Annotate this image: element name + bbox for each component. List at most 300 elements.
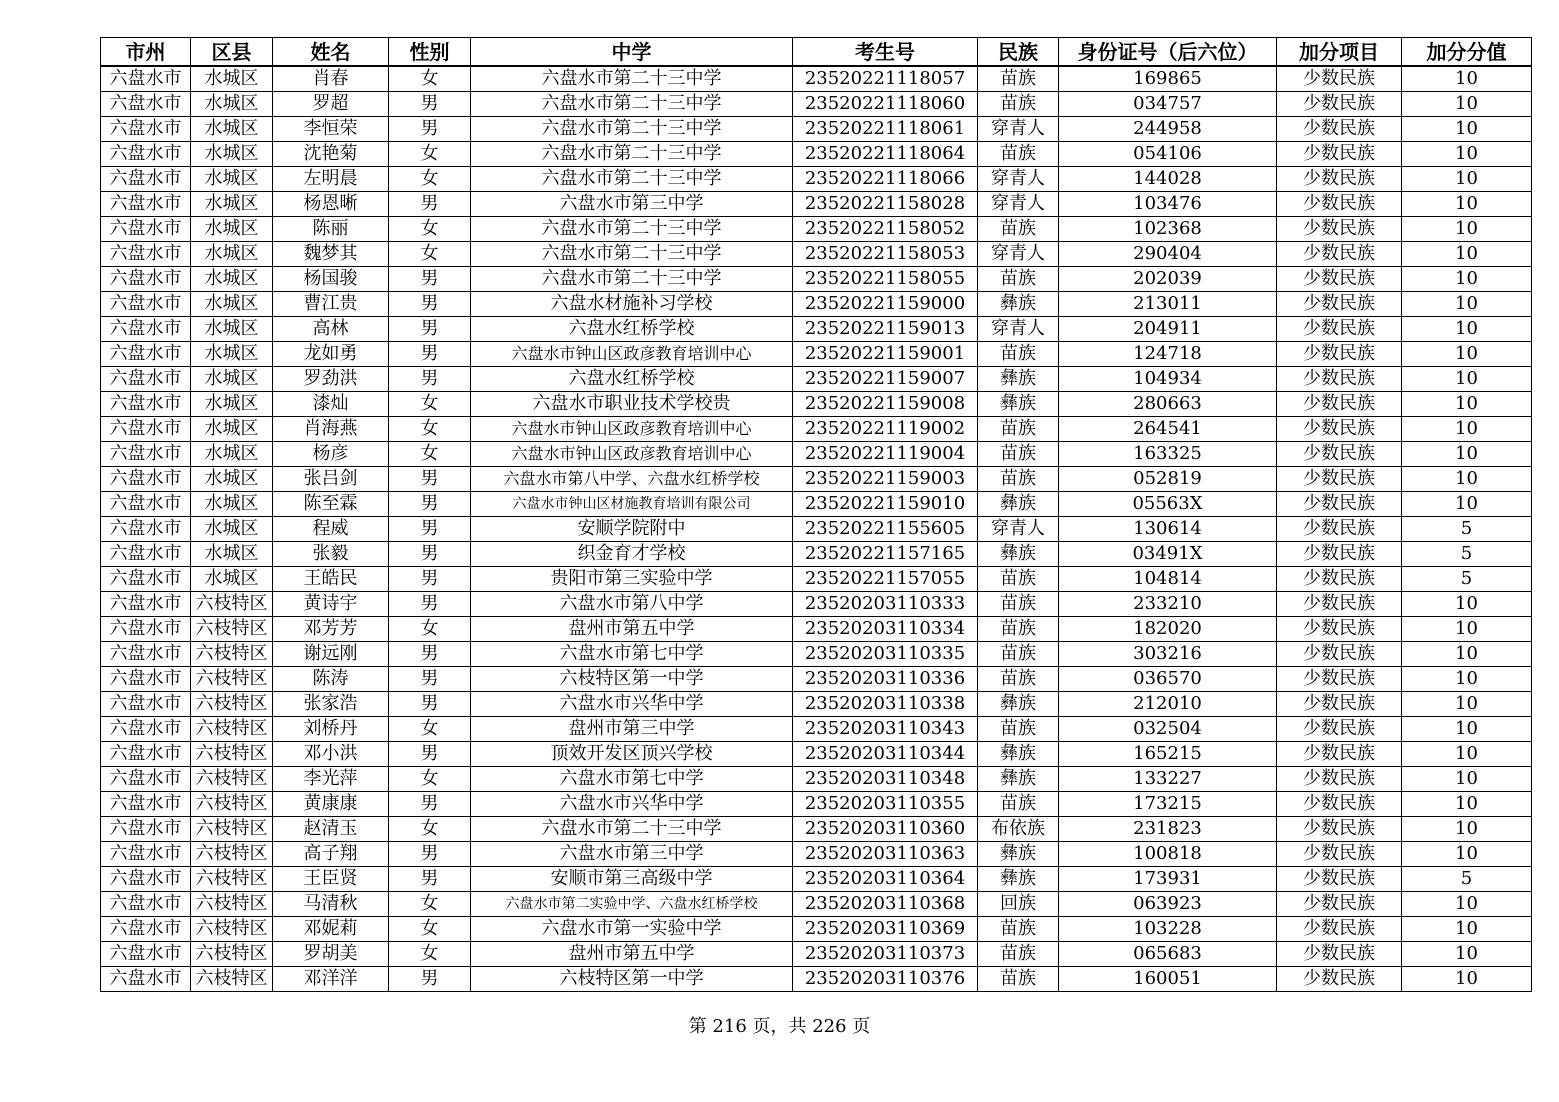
cell-bonus-points: 10	[1402, 792, 1532, 817]
cell-school: 安顺市第三高级中学	[471, 867, 793, 892]
cell-district: 水城区	[191, 142, 273, 167]
cell-bonus-points: 10	[1402, 367, 1532, 392]
cell-bonus-points: 10	[1402, 692, 1532, 717]
cell-gender: 男	[389, 742, 471, 767]
cell-bonus-points: 10	[1402, 717, 1532, 742]
cell-id-suffix: 063923	[1059, 892, 1277, 917]
cell-bonus-points: 10	[1402, 66, 1532, 92]
table-row	[101, 442, 1532, 467]
cell-gender: 男	[389, 292, 471, 317]
table-row	[101, 617, 1532, 642]
cell-city: 六盘水市	[101, 967, 191, 992]
cell-gender: 女	[389, 442, 471, 467]
cell-bonus-item: 少数民族	[1277, 367, 1402, 392]
table-row	[101, 467, 1532, 492]
cell-gender: 男	[389, 642, 471, 667]
cell-ethnicity: 苗族	[978, 467, 1059, 492]
cell-gender: 男	[389, 867, 471, 892]
cell-bonus-item: 少数民族	[1277, 717, 1402, 742]
cell-gender: 女	[389, 942, 471, 967]
cell-id-suffix: 065683	[1059, 942, 1277, 967]
cell-city: 六盘水市	[101, 367, 191, 392]
table-row	[101, 517, 1532, 542]
cell-id-suffix: 163325	[1059, 442, 1277, 467]
cell-school: 六盘水市钟山区政彦教育培训中心	[471, 342, 793, 367]
cell-exam-number: 23520203110373	[793, 942, 978, 967]
column-header-exam-number: 考生号	[793, 38, 978, 67]
cell-city: 六盘水市	[101, 92, 191, 117]
cell-name: 高林	[273, 317, 389, 342]
cell-city: 六盘水市	[101, 342, 191, 367]
cell-ethnicity: 苗族	[978, 142, 1059, 167]
cell-exam-number: 23520221119002	[793, 417, 978, 442]
cell-school: 六盘水市第七中学	[471, 642, 793, 667]
cell-ethnicity: 苗族	[978, 92, 1059, 117]
cell-exam-number: 23520221158028	[793, 192, 978, 217]
cell-id-suffix: 303216	[1059, 642, 1277, 667]
cell-school: 六盘水市钟山区政彦教育培训中心	[471, 442, 793, 467]
cell-district: 水城区	[191, 267, 273, 292]
cell-ethnicity: 苗族	[978, 942, 1059, 967]
cell-exam-number: 23520221118057	[793, 66, 978, 92]
cell-ethnicity: 穿青人	[978, 317, 1059, 342]
cell-exam-number: 23520203110355	[793, 792, 978, 817]
cell-school: 六枝特区第一中学	[471, 967, 793, 992]
cell-district: 水城区	[191, 467, 273, 492]
column-header-ethnicity: 民族	[978, 38, 1059, 67]
cell-id-suffix: 104934	[1059, 367, 1277, 392]
cell-city: 六盘水市	[101, 66, 191, 92]
cell-exam-number: 23520221158055	[793, 267, 978, 292]
table-row	[101, 167, 1532, 192]
cell-name: 刘桥丹	[273, 717, 389, 742]
cell-school: 织金育才学校	[471, 542, 793, 567]
cell-school: 六盘水市钟山区政彦教育培训中心	[471, 417, 793, 442]
cell-ethnicity: 苗族	[978, 717, 1059, 742]
cell-city: 六盘水市	[101, 142, 191, 167]
cell-school: 六盘水红桥学校	[471, 367, 793, 392]
cell-exam-number: 23520221119004	[793, 442, 978, 467]
cell-city: 六盘水市	[101, 117, 191, 142]
table-row	[101, 317, 1532, 342]
cell-city: 六盘水市	[101, 467, 191, 492]
cell-name: 王皓民	[273, 567, 389, 592]
cell-bonus-item: 少数民族	[1277, 767, 1402, 792]
cell-bonus-item: 少数民族	[1277, 742, 1402, 767]
cell-gender: 男	[389, 667, 471, 692]
cell-city: 六盘水市	[101, 192, 191, 217]
cell-bonus-points: 10	[1402, 467, 1532, 492]
table-row	[101, 142, 1532, 167]
cell-exam-number: 23520221118060	[793, 92, 978, 117]
cell-district: 六枝特区	[191, 617, 273, 642]
cell-city: 六盘水市	[101, 892, 191, 917]
cell-exam-number: 23520203110333	[793, 592, 978, 617]
cell-gender: 男	[389, 317, 471, 342]
cell-ethnicity: 苗族	[978, 642, 1059, 667]
column-header-city: 市州	[101, 38, 191, 67]
cell-district: 水城区	[191, 167, 273, 192]
cell-school: 六枝特区第一中学	[471, 667, 793, 692]
cell-district: 六枝特区	[191, 842, 273, 867]
cell-name: 高子翔	[273, 842, 389, 867]
cell-school: 盘州市第三中学	[471, 717, 793, 742]
cell-bonus-item: 少数民族	[1277, 517, 1402, 542]
cell-bonus-item: 少数民族	[1277, 442, 1402, 467]
cell-school: 六盘水市第二十三中学	[471, 817, 793, 842]
cell-id-suffix: 264541	[1059, 417, 1277, 442]
cell-district: 水城区	[191, 567, 273, 592]
table-row	[101, 942, 1532, 967]
cell-gender: 女	[389, 617, 471, 642]
cell-school: 六盘水市第一实验中学	[471, 917, 793, 942]
cell-city: 六盘水市	[101, 492, 191, 517]
cell-bonus-item: 少数民族	[1277, 92, 1402, 117]
cell-id-suffix: 104814	[1059, 567, 1277, 592]
cell-bonus-item: 少数民族	[1277, 667, 1402, 692]
cell-name: 张毅	[273, 542, 389, 567]
cell-bonus-points: 10	[1402, 742, 1532, 767]
cell-exam-number: 23520203110363	[793, 842, 978, 867]
cell-gender: 女	[389, 66, 471, 92]
cell-ethnicity: 苗族	[978, 967, 1059, 992]
cell-district: 水城区	[191, 292, 273, 317]
cell-district: 水城区	[191, 542, 273, 567]
cell-ethnicity: 苗族	[978, 342, 1059, 367]
cell-exam-number: 23520203110334	[793, 617, 978, 642]
table-row	[101, 267, 1532, 292]
cell-exam-number: 23520221159010	[793, 492, 978, 517]
cell-bonus-points: 10	[1402, 767, 1532, 792]
cell-bonus-points: 5	[1402, 567, 1532, 592]
cell-ethnicity: 彝族	[978, 867, 1059, 892]
cell-id-suffix: 054106	[1059, 142, 1277, 167]
cell-ethnicity: 苗族	[978, 567, 1059, 592]
cell-gender: 女	[389, 417, 471, 442]
cell-ethnicity: 苗族	[978, 66, 1059, 92]
cell-gender: 男	[389, 467, 471, 492]
cell-id-suffix: 204911	[1059, 317, 1277, 342]
table-row	[101, 767, 1532, 792]
cell-district: 水城区	[191, 392, 273, 417]
cell-bonus-points: 5	[1402, 517, 1532, 542]
cell-id-suffix: 182020	[1059, 617, 1277, 642]
table-row	[101, 542, 1532, 567]
cell-school: 六盘水市第二十三中学	[471, 92, 793, 117]
cell-bonus-item: 少数民族	[1277, 66, 1402, 92]
cell-name: 赵清玉	[273, 817, 389, 842]
cell-gender: 女	[389, 917, 471, 942]
table-row	[101, 292, 1532, 317]
cell-bonus-points: 10	[1402, 92, 1532, 117]
cell-school: 六盘水市第二十三中学	[471, 66, 793, 92]
cell-gender: 女	[389, 167, 471, 192]
cell-ethnicity: 穿青人	[978, 167, 1059, 192]
cell-school: 六盘水市第三中学	[471, 192, 793, 217]
cell-gender: 男	[389, 492, 471, 517]
cell-gender: 男	[389, 517, 471, 542]
cell-school: 六盘水市第八中学、六盘水红桥学校	[471, 467, 793, 492]
cell-id-suffix: 034757	[1059, 92, 1277, 117]
cell-district: 水城区	[191, 492, 273, 517]
cell-district: 水城区	[191, 92, 273, 117]
cell-bonus-item: 少数民族	[1277, 567, 1402, 592]
cell-school: 六盘水市第三中学	[471, 842, 793, 867]
cell-id-suffix: 202039	[1059, 267, 1277, 292]
cell-district: 六枝特区	[191, 892, 273, 917]
cell-name: 肖春	[273, 66, 389, 92]
cell-city: 六盘水市	[101, 767, 191, 792]
cell-city: 六盘水市	[101, 667, 191, 692]
cell-school: 六盘水市第七中学	[471, 767, 793, 792]
cell-id-suffix: 173931	[1059, 867, 1277, 892]
cell-city: 六盘水市	[101, 942, 191, 967]
cell-school: 六盘水市第二十三中学	[471, 217, 793, 242]
cell-gender: 女	[389, 817, 471, 842]
cell-bonus-points: 10	[1402, 142, 1532, 167]
table-row	[101, 892, 1532, 917]
cell-school: 盘州市第五中学	[471, 617, 793, 642]
cell-name: 黄康康	[273, 792, 389, 817]
cell-school: 六盘水市第二十三中学	[471, 242, 793, 267]
cell-exam-number: 23520221159003	[793, 467, 978, 492]
cell-id-suffix: 032504	[1059, 717, 1277, 742]
table-row	[101, 92, 1532, 117]
cell-city: 六盘水市	[101, 317, 191, 342]
cell-district: 六枝特区	[191, 817, 273, 842]
cell-name: 张家浩	[273, 692, 389, 717]
cell-school: 六盘水市兴华中学	[471, 792, 793, 817]
table-row	[101, 592, 1532, 617]
table-row	[101, 192, 1532, 217]
cell-ethnicity: 穿青人	[978, 192, 1059, 217]
cell-bonus-points: 10	[1402, 592, 1532, 617]
cell-gender: 男	[389, 792, 471, 817]
cell-gender: 男	[389, 842, 471, 867]
cell-bonus-points: 10	[1402, 892, 1532, 917]
cell-district: 水城区	[191, 66, 273, 92]
cell-name: 龙如勇	[273, 342, 389, 367]
cell-exam-number: 23520203110344	[793, 742, 978, 767]
cell-bonus-points: 10	[1402, 817, 1532, 842]
cell-ethnicity: 彝族	[978, 692, 1059, 717]
cell-ethnicity: 彝族	[978, 742, 1059, 767]
cell-bonus-points: 10	[1402, 292, 1532, 317]
table-row	[101, 842, 1532, 867]
cell-name: 邓小洪	[273, 742, 389, 767]
cell-gender: 男	[389, 542, 471, 567]
cell-bonus-item: 少数民族	[1277, 242, 1402, 267]
cell-gender: 男	[389, 117, 471, 142]
cell-city: 六盘水市	[101, 867, 191, 892]
cell-name: 罗胡美	[273, 942, 389, 967]
cell-gender: 男	[389, 967, 471, 992]
cell-school: 贵阳市第三实验中学	[471, 567, 793, 592]
cell-bonus-points: 10	[1402, 167, 1532, 192]
cell-city: 六盘水市	[101, 567, 191, 592]
cell-district: 水城区	[191, 192, 273, 217]
cell-name: 杨恩晰	[273, 192, 389, 217]
cell-bonus-item: 少数民族	[1277, 842, 1402, 867]
cell-district: 水城区	[191, 217, 273, 242]
cell-district: 六枝特区	[191, 667, 273, 692]
cell-exam-number: 23520203110338	[793, 692, 978, 717]
cell-bonus-item: 少数民族	[1277, 817, 1402, 842]
cell-district: 六枝特区	[191, 792, 273, 817]
cell-exam-number: 23520221159008	[793, 392, 978, 417]
cell-district: 六枝特区	[191, 967, 273, 992]
table-row	[101, 567, 1532, 592]
cell-name: 陈至霖	[273, 492, 389, 517]
cell-ethnicity: 回族	[978, 892, 1059, 917]
cell-gender: 女	[389, 767, 471, 792]
cell-bonus-points: 10	[1402, 917, 1532, 942]
cell-gender: 男	[389, 92, 471, 117]
cell-exam-number: 23520203110376	[793, 967, 978, 992]
cell-city: 六盘水市	[101, 442, 191, 467]
cell-school: 六盘水市第二十三中学	[471, 167, 793, 192]
cell-name: 罗超	[273, 92, 389, 117]
cell-name: 杨国骏	[273, 267, 389, 292]
cell-bonus-item: 少数民族	[1277, 392, 1402, 417]
cell-ethnicity: 苗族	[978, 792, 1059, 817]
cell-exam-number: 23520221159013	[793, 317, 978, 342]
cell-bonus-points: 5	[1402, 542, 1532, 567]
cell-ethnicity: 苗族	[978, 217, 1059, 242]
cell-bonus-item: 少数民族	[1277, 967, 1402, 992]
cell-city: 六盘水市	[101, 267, 191, 292]
cell-ethnicity: 彝族	[978, 392, 1059, 417]
cell-name: 程威	[273, 517, 389, 542]
cell-id-suffix: 103228	[1059, 917, 1277, 942]
column-header-school: 中学	[471, 38, 793, 67]
cell-school: 六盘水市第二十三中学	[471, 142, 793, 167]
table-row	[101, 967, 1532, 992]
cell-id-suffix: 036570	[1059, 667, 1277, 692]
cell-city: 六盘水市	[101, 817, 191, 842]
table-body	[101, 66, 1532, 992]
cell-bonus-points: 10	[1402, 217, 1532, 242]
cell-city: 六盘水市	[101, 542, 191, 567]
table-row	[101, 66, 1532, 92]
cell-school: 六盘水市钟山区材施教育培训有限公司	[471, 492, 793, 517]
cell-exam-number: 23520221157165	[793, 542, 978, 567]
cell-name: 陈涛	[273, 667, 389, 692]
cell-ethnicity: 穿青人	[978, 117, 1059, 142]
cell-ethnicity: 布依族	[978, 817, 1059, 842]
cell-exam-number: 23520221159007	[793, 367, 978, 392]
cell-district: 水城区	[191, 367, 273, 392]
cell-name: 魏梦其	[273, 242, 389, 267]
cell-name: 马清秋	[273, 892, 389, 917]
cell-city: 六盘水市	[101, 417, 191, 442]
cell-exam-number: 23520203110360	[793, 817, 978, 842]
cell-ethnicity: 苗族	[978, 667, 1059, 692]
cell-exam-number: 23520221118066	[793, 167, 978, 192]
cell-gender: 女	[389, 217, 471, 242]
cell-exam-number: 23520203110364	[793, 867, 978, 892]
table-row	[101, 692, 1532, 717]
cell-bonus-item: 少数民族	[1277, 892, 1402, 917]
cell-id-suffix: 231823	[1059, 817, 1277, 842]
cell-id-suffix: 212010	[1059, 692, 1277, 717]
cell-exam-number: 23520203110368	[793, 892, 978, 917]
table-row	[101, 742, 1532, 767]
cell-gender: 男	[389, 267, 471, 292]
cell-district: 水城区	[191, 417, 273, 442]
cell-name: 李光萍	[273, 767, 389, 792]
cell-bonus-item: 少数民族	[1277, 142, 1402, 167]
cell-name: 曹江贵	[273, 292, 389, 317]
table-row	[101, 917, 1532, 942]
cell-name: 黄诗宇	[273, 592, 389, 617]
cell-name: 邓妮莉	[273, 917, 389, 942]
cell-gender: 女	[389, 142, 471, 167]
cell-name: 李恒荣	[273, 117, 389, 142]
cell-gender: 男	[389, 592, 471, 617]
cell-bonus-points: 10	[1402, 617, 1532, 642]
table-row	[101, 642, 1532, 667]
cell-bonus-points: 10	[1402, 442, 1532, 467]
column-header-name: 姓名	[273, 38, 389, 67]
cell-school: 安顺学院附中	[471, 517, 793, 542]
table-row	[101, 217, 1532, 242]
cell-city: 六盘水市	[101, 392, 191, 417]
cell-bonus-item: 少数民族	[1277, 642, 1402, 667]
cell-school: 六盘水市第二十三中学	[471, 267, 793, 292]
cell-id-suffix: 160051	[1059, 967, 1277, 992]
cell-district: 水城区	[191, 442, 273, 467]
cell-bonus-item: 少数民族	[1277, 792, 1402, 817]
cell-exam-number: 23520203110348	[793, 767, 978, 792]
cell-district: 六枝特区	[191, 942, 273, 967]
cell-id-suffix: 133227	[1059, 767, 1277, 792]
cell-bonus-points: 10	[1402, 492, 1532, 517]
cell-id-suffix: 102368	[1059, 217, 1277, 242]
table-row	[101, 417, 1532, 442]
column-header-id-suffix: 身份证号（后六位）	[1059, 38, 1277, 67]
table-row	[101, 367, 1532, 392]
table-row	[101, 817, 1532, 842]
cell-district: 水城区	[191, 317, 273, 342]
cell-district: 水城区	[191, 242, 273, 267]
cell-city: 六盘水市	[101, 167, 191, 192]
cell-bonus-item: 少数民族	[1277, 167, 1402, 192]
cell-ethnicity: 苗族	[978, 267, 1059, 292]
cell-district: 水城区	[191, 342, 273, 367]
cell-name: 邓洋洋	[273, 967, 389, 992]
cell-ethnicity: 彝族	[978, 367, 1059, 392]
cell-district: 六枝特区	[191, 592, 273, 617]
table-row	[101, 867, 1532, 892]
cell-city: 六盘水市	[101, 742, 191, 767]
page-number: 第 216 页，共 226 页	[688, 1016, 871, 1037]
cell-bonus-item: 少数民族	[1277, 117, 1402, 142]
cell-school: 六盘水市兴华中学	[471, 692, 793, 717]
cell-ethnicity: 苗族	[978, 617, 1059, 642]
cell-name: 杨彦	[273, 442, 389, 467]
table-row	[101, 242, 1532, 267]
cell-id-suffix: 130614	[1059, 517, 1277, 542]
cell-exam-number: 23520203110335	[793, 642, 978, 667]
cell-school: 六盘水红桥学校	[471, 317, 793, 342]
cell-city: 六盘水市	[101, 242, 191, 267]
cell-id-suffix: 280663	[1059, 392, 1277, 417]
cell-ethnicity: 彝族	[978, 492, 1059, 517]
cell-name: 王臣贤	[273, 867, 389, 892]
cell-name: 陈丽	[273, 217, 389, 242]
cell-bonus-points: 10	[1402, 317, 1532, 342]
